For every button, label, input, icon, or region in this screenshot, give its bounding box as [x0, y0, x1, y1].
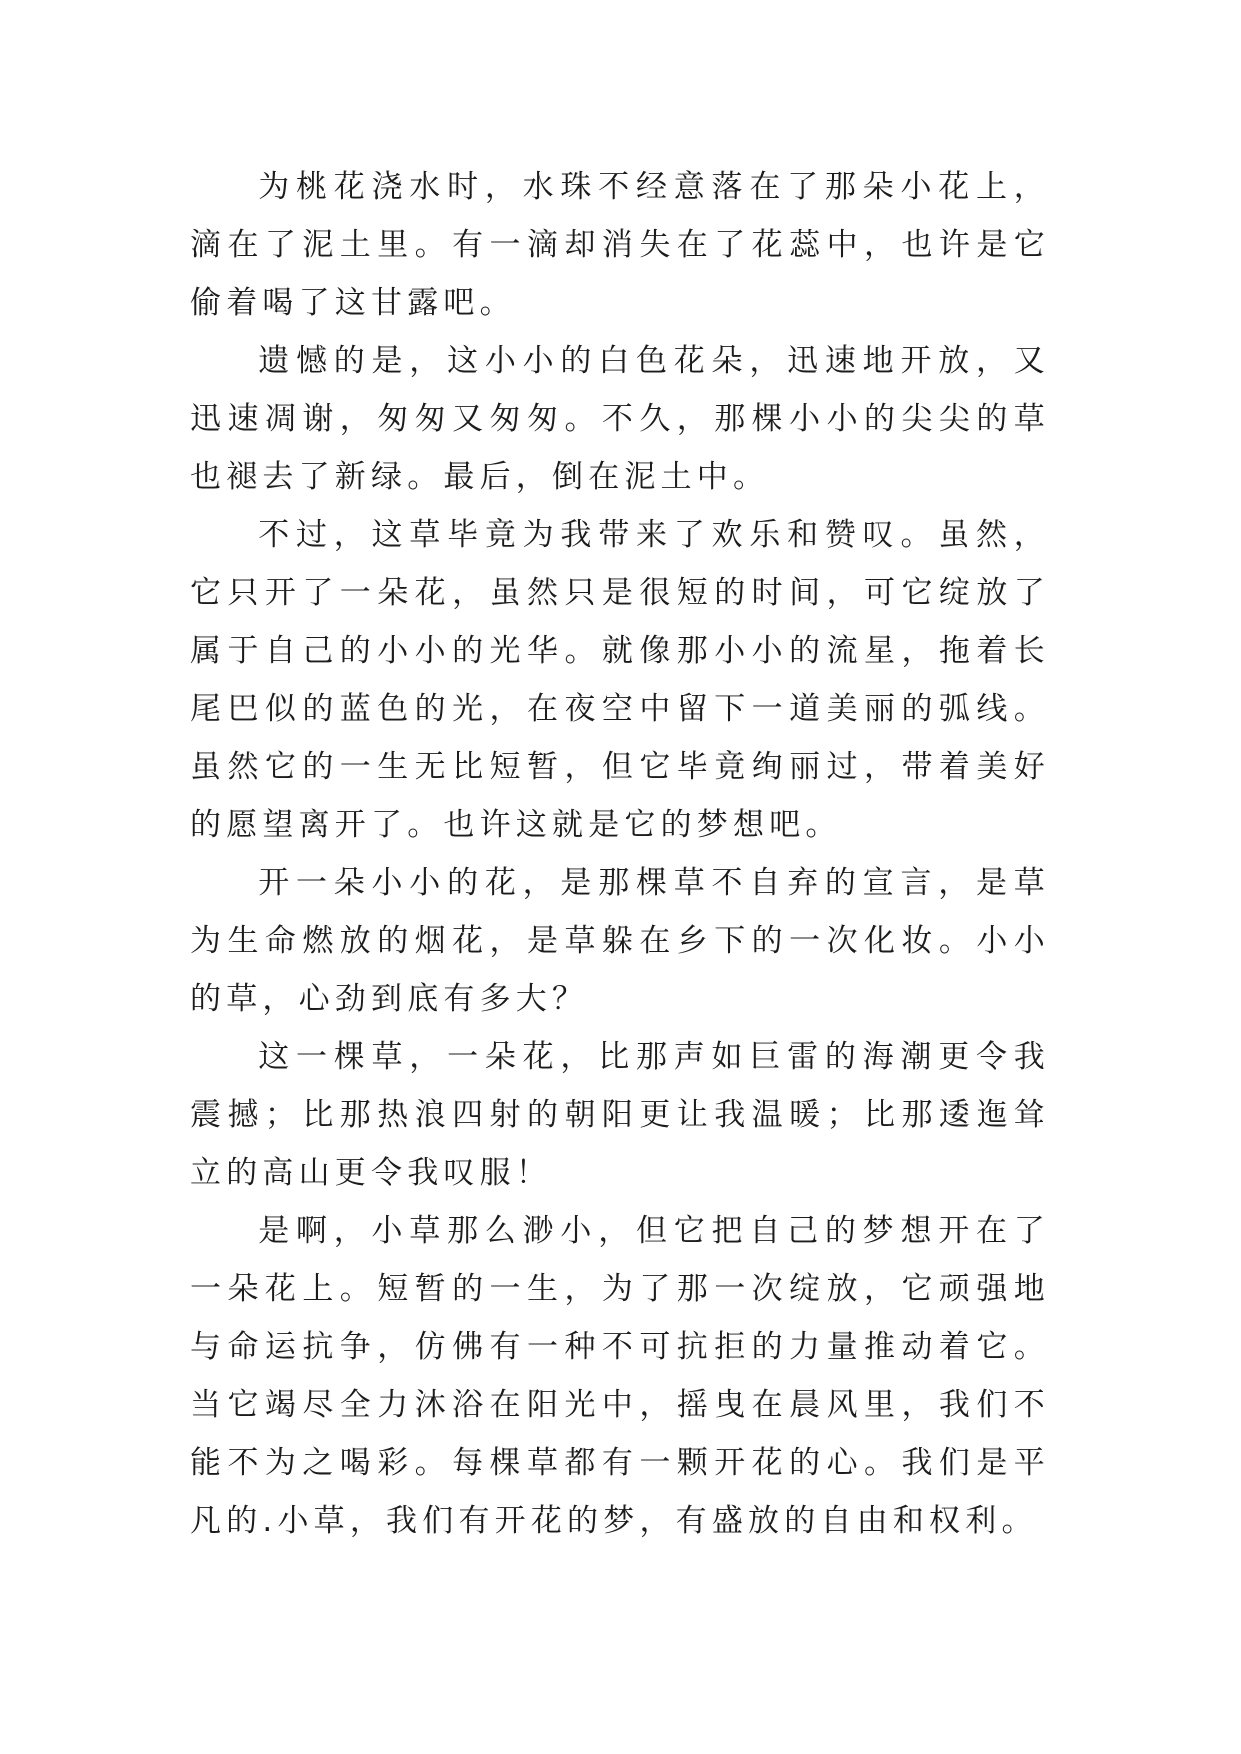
paragraph-6: 是啊，小草那么渺小，但它把自己的梦想开在了一朵花上。短暂的一生，为了那一次绽放，它顽强地与命运抗争，仿佛有一种不可抗拒的力量推动着它。当它竭尽全力沐浴在阳光中，摇曳在晨风里，我们不能不为之喝彩。每棵草都有一颗开花的心。我们是平凡的.小草，我们有开花的梦，有盛放的自由和权利。 [190, 1213, 1050, 1539]
paragraph-4: 开一朵小小的花，是那棵草不自弃的宣言，是草为生命燃放的烟花，是草躲在乡下的一次化妆。小小的草，心劲到底有多大？ [190, 865, 1050, 1017]
paragraph-2: 遗憾的是，这小小的白色花朵，迅速地开放，又迅速凋谢，匆匆又匆匆。不久，那棵小小的尖尖的草也褪去了新绿。最后，倒在泥土中。 [190, 343, 1050, 495]
paragraph-5: 这一棵草，一朵花，比那声如巨雷的海潮更令我震撼；比那热浪四射的朝阳更让我温暖；比那逶迤耸立的高山更令我叹服！ [190, 1039, 1050, 1191]
paragraph-1: 为桃花浇水时，水珠不经意落在了那朵小花上，滴在了泥土里。有一滴却消失在了花蕊中，也许是它偷着喝了这甘露吧。 [190, 169, 1050, 321]
document-body [190, 158, 1050, 1550]
paragraph-3: 不过，这草毕竟为我带来了欢乐和赞叹。虽然，它只开了一朵花，虽然只是很短的时间，可它绽放了属于自己的小小的光华。就像那小小的流星，拖着长尾巴似的蓝色的光，在夜空中留下一道美丽的弧线。虽然它的一生无比短暂，但它毕竟绚丽过，带着美好的愿望离开了。也许这就是它的梦想吧。 [190, 517, 1050, 843]
